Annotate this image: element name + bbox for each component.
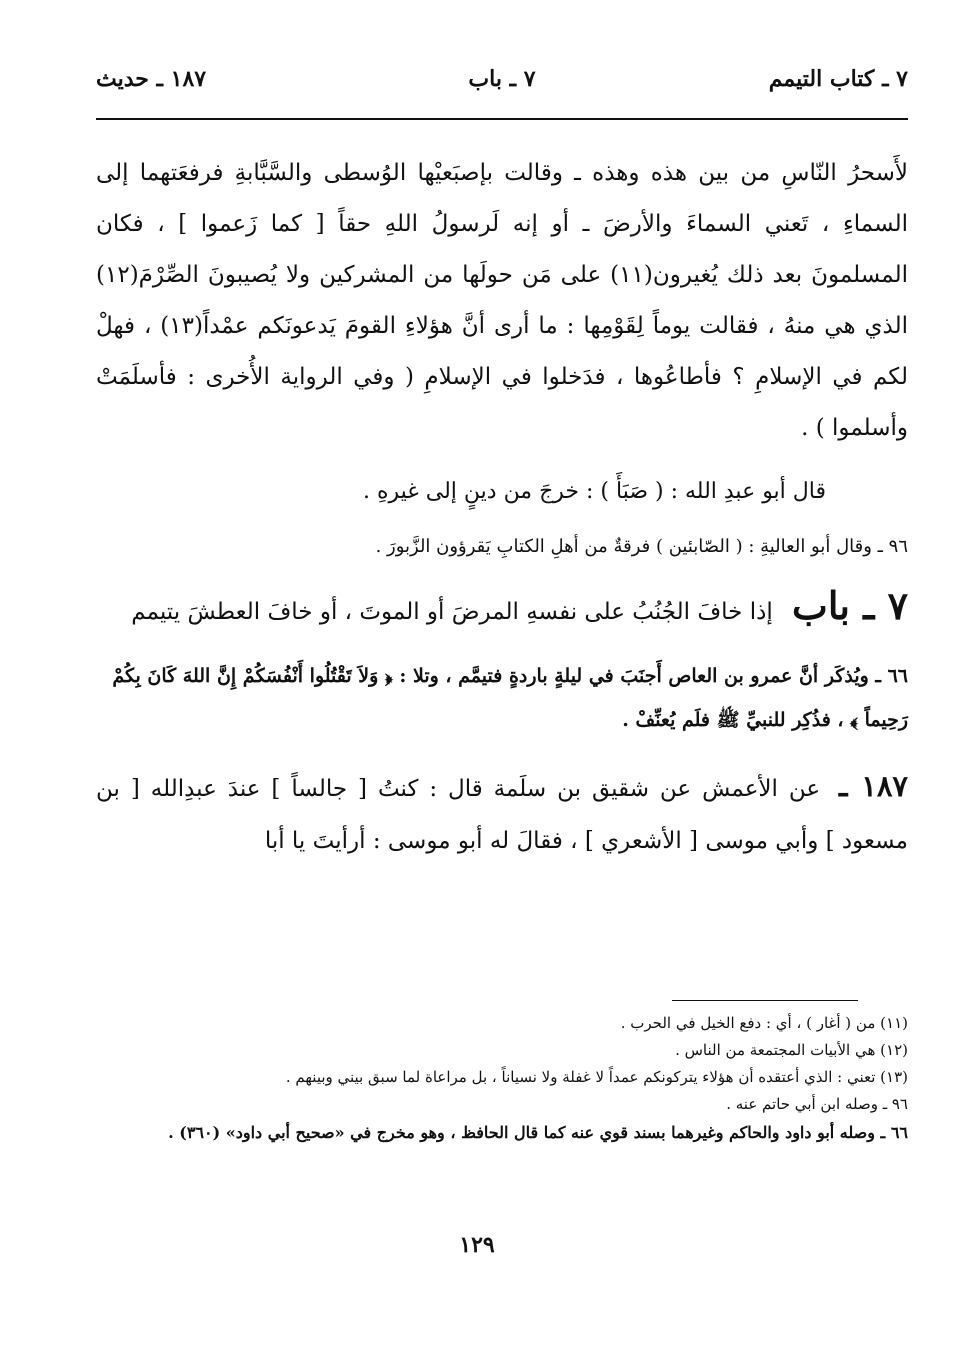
main-text [96,148,908,867]
header-book-title: ٧ ـ كتاب التيمم [768,66,908,92]
running-header [96,62,908,102]
main-paragraph: لأَسحرُ النّاسِ من بين هذه وهذه ـ وقالت بإصبَعيْها الوُسطى والسَّبَّابةِ فرفعَتهما إلى السماءِ ، تَعني السماءَ والأرضَ ـ أو إنه لَرسولُ اللهِ حقاً [ كما زَعموا ] ، فكان المسلمونَ بعد ذلك يُغيرون(١١) على مَن حولَها من المشركين ولا يُصيبونَ الصِّرْمَ(١٢) الذي هي منهُ ، فقالت يوماً لِقَوْمِها : ما أرى أنَّ هؤلاءِ القومَ يَدعونَكم عمْداً(١٣) ، فهلْ لكم في الإسلامِ ؟ فأطاعُوها ، فدَخلوا في الإسلامِ ( وفي الرواية الأُخرى : فأسلَمَتْ وأسلموا ) . [96,160,908,441]
footnote-96: ٩٦ ـ وصله ابن أبي حاتم عنه . [726,1095,908,1113]
hadith-number: ١٨٧ ـ [839,769,908,803]
footnote-12: (١٢) هي الأبيات المجتمعة من الناس . [675,1041,908,1059]
header-divider [96,118,908,120]
footnote-66: ٦٦ ـ وصله أبو داود والحاكم وغيرهما بسند قوي عنه كما قال الحافظ ، وهو مخرج في «صحيح أبي داود» (٣٦٠) . [168,1123,908,1142]
header-hadith-number: ١٨٧ ـ حديث [96,66,207,92]
hadith-text: عن الأعمش عن شقيق بن سلَمة قال : كنتُ [ جالساً ] عندَ عبدِالله [ بن مسعود ] وأبي موسى [ الأشعري ] ، فقالَ له أبو موسى : أرأيتَ يا أبا [96,776,908,854]
footnote-11: (١١) من ( أغار ) ، أي : دفع الخيل في الحرب . [620,1014,908,1032]
header-chapter: ٧ ـ باب [468,66,536,92]
footnote-13: (١٣) تعني : الذي أعتقده أن هؤلاء يتركونكم عمداً لا غفلة ولا نسياناً ، بل مراعاة لما سبق بيني وبينهم . [285,1068,908,1086]
chapter-number: ٧ ـ باب [792,583,908,628]
chapter-heading [96,580,908,638]
qal-abu-abdullah: قال أبو عبدِ الله : ( صَبَأَ ) : خرجَ من دينٍ إلى غيرهِ . [362,479,826,504]
taliq-96: ٩٦ ـ وقال أبو العاليةِ : ( الصّابئين ) فرقةٌ من أهلِ الكتابِ يَقرؤون الزَّبورَ . [375,536,908,557]
hadith-187 [96,760,908,867]
page-number: ١٢٩ [459,1232,495,1258]
footnotes [96,1010,908,1147]
taliq-66: ٦٦ ـ ويُذكَر أنَّ عمرو بن العاص أَجنَبَ في ليلةٍ باردةٍ فتيمَّم ، وتلا : ﴿ وَلاَ تَقْتُلُوا أَنْفُسَكُمْ إِنَّ اللهَ كَانَ بِكُمْ رَحِيماً ﴾ ، فذُكِر للنبيِّ ﷺ فلَم يُعنِّفْ . [112,665,908,731]
chapter-title: إذا خافَ الجُنُبُ على نفسهِ المرضَ أو الموتَ ، أو خافَ العطشَ يتيمم [131,599,773,625]
footnote-divider [672,1000,858,1001]
